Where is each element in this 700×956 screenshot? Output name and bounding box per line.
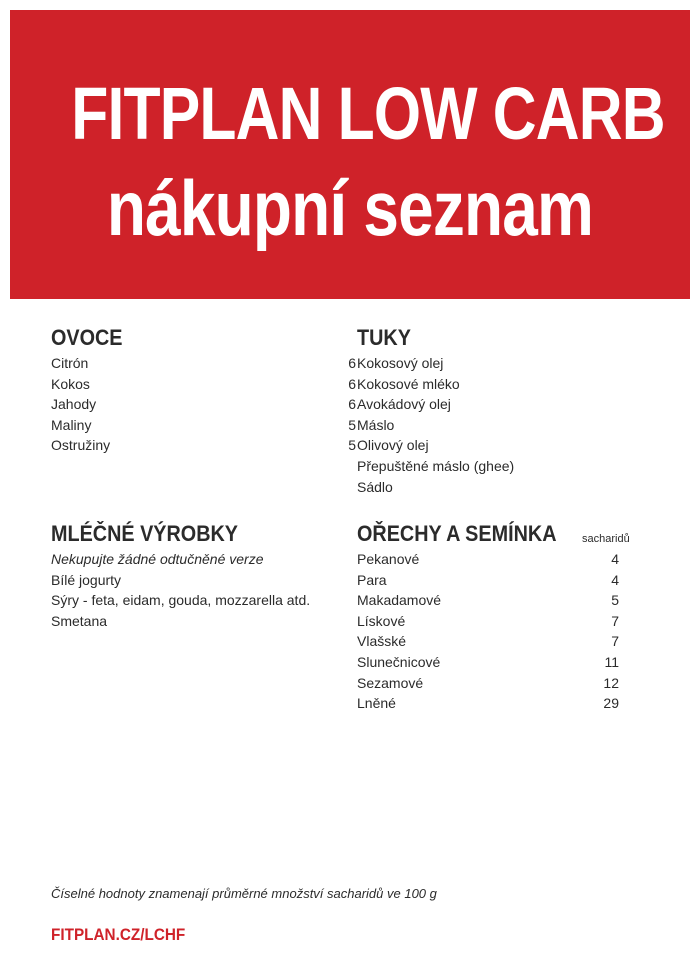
title-banner xyxy=(10,10,690,299)
item-name: Para xyxy=(357,571,387,588)
item-carbs: 5 xyxy=(348,416,356,433)
item-name: Maliny xyxy=(51,416,92,433)
item-name: Jahody xyxy=(51,396,97,413)
item-carbs: 11 xyxy=(604,653,619,670)
item-carbs: 6 xyxy=(348,375,356,392)
banner-subtitle: nákupní seznam xyxy=(106,164,594,252)
item-carbs: 5 xyxy=(348,437,356,454)
footnote: Číselné hodnoty znamenají průměrné množství sacharidů ve 100 g xyxy=(51,886,437,901)
list-item xyxy=(51,435,356,456)
item-carbs: 5 xyxy=(611,592,619,609)
item-carbs: 6 xyxy=(348,355,356,371)
list-item xyxy=(357,652,657,673)
section-heading-tuky: TUKY xyxy=(357,325,411,350)
item-carbs: 7 xyxy=(611,612,619,629)
list-item: Bílé jogurty xyxy=(51,571,122,588)
list-item xyxy=(357,673,657,694)
tuky-list xyxy=(357,353,657,497)
list-item: Sýry - feta, eidam, gouda, mozzarella atd. xyxy=(51,592,311,609)
section-ovoce xyxy=(51,325,356,456)
section-orechy-seminka xyxy=(357,521,657,714)
list-item xyxy=(357,631,657,652)
list-item xyxy=(51,415,356,436)
section-tuky xyxy=(357,325,657,497)
section-heading-mlecne: MLÉČNÉ VÝROBKY xyxy=(51,521,239,546)
item-name: Citrón xyxy=(51,355,89,371)
list-item xyxy=(357,693,657,714)
list-item: Máslo xyxy=(357,416,395,433)
list-item xyxy=(357,570,657,591)
list-item: Avokádový olej xyxy=(357,396,451,413)
item-carbs: 6 xyxy=(348,396,356,413)
item-name: Lněné xyxy=(357,695,396,712)
item-carbs: 29 xyxy=(603,695,619,712)
list-item: Smetana xyxy=(51,612,108,629)
item-carbs: 7 xyxy=(611,633,619,650)
list-item: Sádlo xyxy=(357,478,393,495)
item-name: Sezamové xyxy=(357,674,424,691)
carbs-column-label: sacharidů xyxy=(582,533,630,545)
list-item xyxy=(51,374,356,395)
item-name: Kokos xyxy=(51,375,90,392)
list-item xyxy=(357,611,657,632)
item-carbs: 4 xyxy=(611,571,619,588)
ovoce-list xyxy=(51,353,356,456)
section-heading-orechy: OŘECHY A SEMÍNKA xyxy=(357,521,557,546)
list-item: Olivový olej xyxy=(357,437,429,454)
list-item xyxy=(51,353,356,374)
orechy-list xyxy=(357,549,657,714)
list-item: Kokosové mléko xyxy=(357,375,460,392)
section-mlecne-vyrobky xyxy=(51,521,351,631)
website-link[interactable]: FITPLAN.CZ/LCHF xyxy=(51,925,186,944)
mlecne-list xyxy=(51,549,351,631)
item-name: Makadamové xyxy=(357,592,442,609)
item-name: Pekanové xyxy=(357,551,420,567)
section-note: Nekupujte žádné odtučněné verze xyxy=(51,551,264,567)
list-item: Kokosový olej xyxy=(357,355,444,371)
section-heading-ovoce: OVOCE xyxy=(51,325,123,350)
item-carbs: 4 xyxy=(611,551,619,567)
list-item xyxy=(357,590,657,611)
item-name: Slunečnicové xyxy=(357,653,441,670)
list-item: Přepuštěné máslo (ghee) xyxy=(357,457,515,474)
item-name: Vlašské xyxy=(357,633,407,650)
item-name: Lískové xyxy=(357,612,406,629)
item-carbs: 12 xyxy=(603,674,619,691)
list-item xyxy=(51,394,356,415)
banner-title: FITPLAN LOW CARB xyxy=(71,72,665,155)
item-name: Ostružiny xyxy=(51,437,111,454)
list-item xyxy=(357,549,657,570)
